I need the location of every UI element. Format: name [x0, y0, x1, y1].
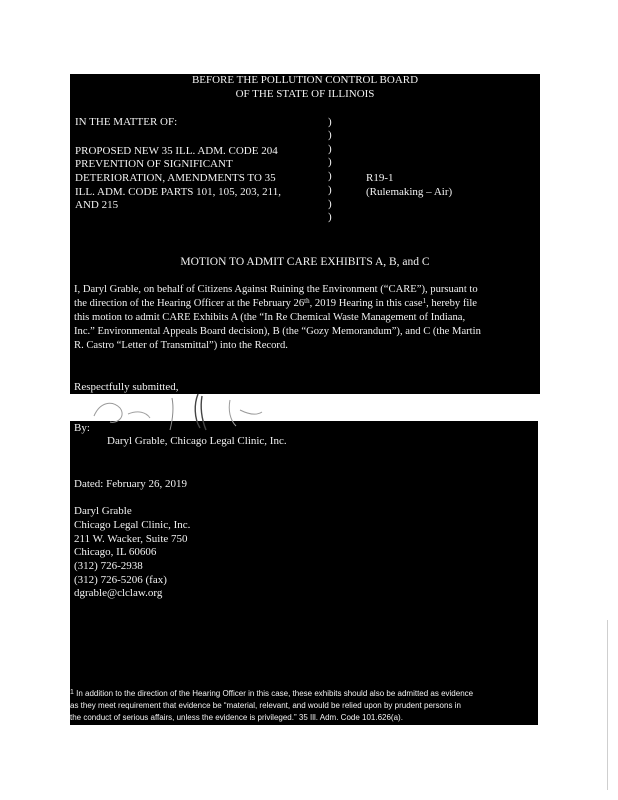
paren: ) [328, 143, 332, 155]
state-name: OF THE STATE OF ILLINOIS [235, 88, 375, 100]
paren: ) [328, 170, 332, 182]
body-line: I, Daryl Grable, on behalf of Citizens Against Ruining the Environment (“CARE”), pursuant to [74, 284, 478, 295]
proposal-line: DETERIORATION, AMENDMENTS TO 35 [75, 172, 276, 184]
footnote-marker: 1 [70, 689, 74, 696]
body-line: Inc.” Environmental Appeals Board decision), B (the “Gozy Memorandum”), and C (the Martin [74, 326, 481, 337]
lower-black-block [70, 421, 538, 725]
paren: ) [328, 156, 332, 168]
closing: Respectfully submitted, [74, 381, 179, 393]
proposal-line: AND 215 [75, 199, 119, 211]
footnote-text: In addition to the direction of the Hearing Officer in this case, these exhibits should also be admitted as evidence [73, 689, 474, 698]
by-label: By: [74, 422, 90, 434]
contact-line: 211 W. Wacker, Suite 750 [74, 533, 188, 545]
proposal-line: PROPOSED NEW 35 ILL. ADM. CODE 204 [75, 145, 278, 157]
proposal-line: ILL. ADM. CODE PARTS 101, 105, 203, 211, [75, 186, 282, 198]
body-line [74, 297, 477, 310]
body-line: this motion to admit CARE Exhibits A (the “In Re Chemical Waste Management of Indiana, [74, 312, 466, 323]
in-the-matter-of: IN THE MATTER OF: [75, 116, 178, 128]
dated-line: Dated: February 26, 2019 [74, 478, 188, 490]
paren: ) [328, 129, 332, 141]
contact-line: Daryl Grable [74, 505, 132, 517]
board-name: BEFORE THE POLLUTION CONTROL BOARD [191, 74, 419, 86]
signer-line: Daryl Grable, Chicago Legal Clinic, Inc. [107, 435, 287, 447]
body-line-text: , hereby file [426, 298, 477, 309]
proposal-line: PREVENTION OF SIGNIFICANT [75, 158, 233, 170]
paren: ) [328, 198, 332, 210]
paren: ) [328, 184, 332, 196]
page-edge-line [607, 620, 608, 790]
paren: ) [328, 211, 332, 223]
footnote-line: as they meet requirement that evidence be “material, relevant, and would be relied upon by prudent persons in [70, 701, 461, 710]
footnote-reference: 1 [422, 297, 427, 305]
footnote-line [70, 689, 473, 700]
contact-line: Chicago, IL 60606 [74, 546, 157, 558]
case-type: (Rulemaking – Air) [366, 186, 453, 198]
body-line: R. Castro “Letter of Transmittal”) into the Record. [74, 340, 288, 351]
body-line-text: the direction of the Hearing Officer at the February 26 [74, 298, 305, 309]
contact-line: Chicago Legal Clinic, Inc. [74, 519, 191, 531]
case-number: R19-1 [366, 172, 394, 184]
paren: ) [328, 116, 332, 128]
date-ordinal: th [304, 297, 310, 305]
footnote-line: the conduct of serious affairs, unless the evidence is privileged.” 35 Ill. Adm. Code 101.626(a). [70, 713, 403, 722]
motion-title: MOTION TO ADMIT CARE EXHIBITS A, B, and C [180, 256, 430, 268]
contact-line: (312) 726-2938 [74, 560, 143, 572]
contact-line: (312) 726-5206 (fax) [74, 574, 167, 586]
email-address: dgrable@clclaw.org [74, 587, 163, 599]
body-line-text: , 2019 Hearing in this case [309, 298, 423, 309]
handwritten-signature [90, 392, 280, 432]
